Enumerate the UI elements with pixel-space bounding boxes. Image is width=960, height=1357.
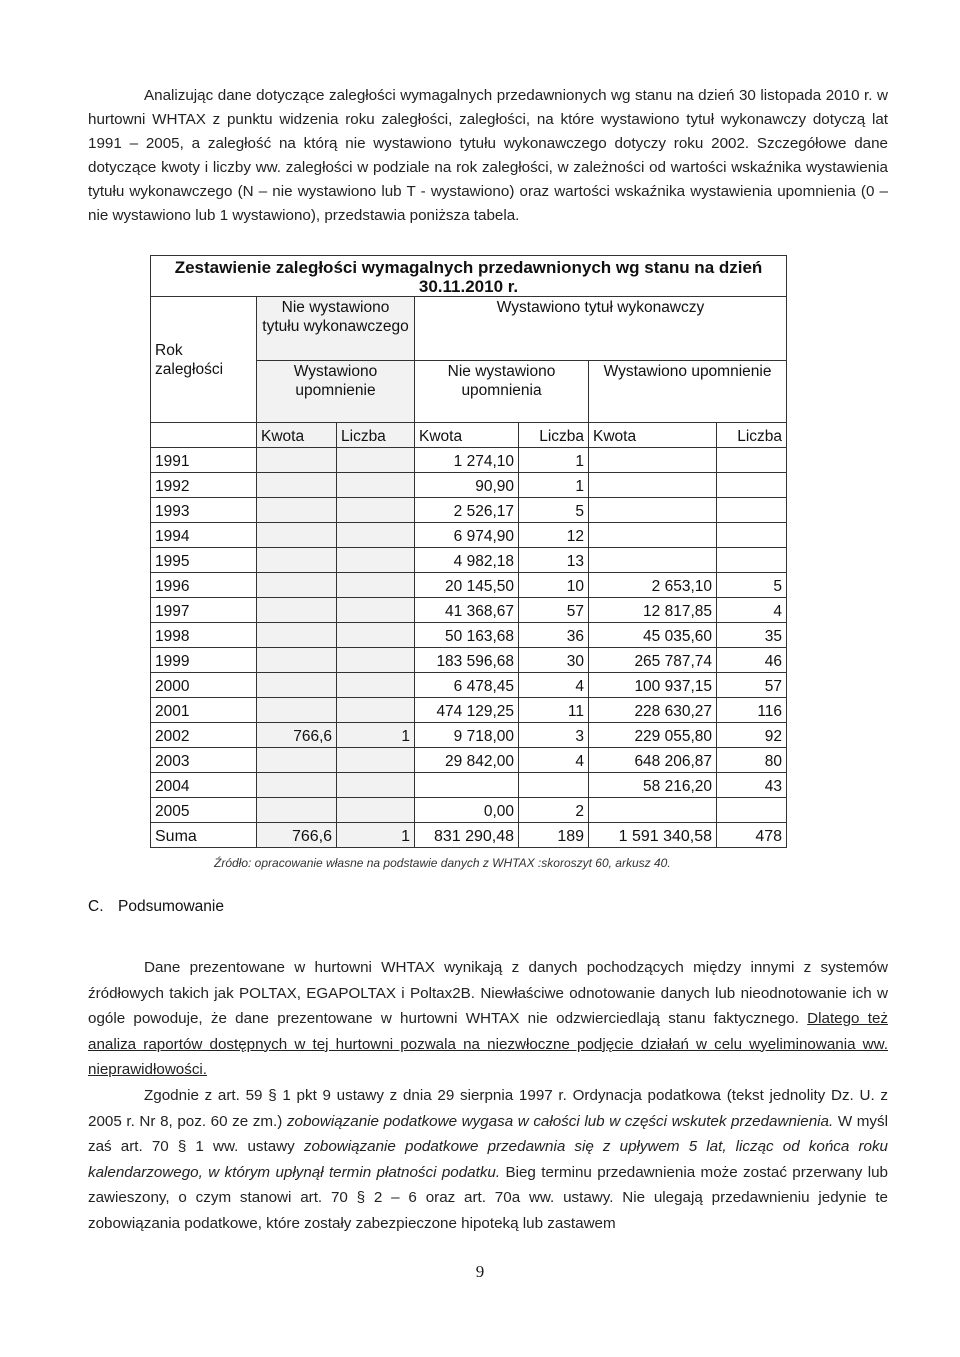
row-n-kwota xyxy=(257,673,337,698)
row-t0-kwota xyxy=(415,773,519,798)
row-n-liczba xyxy=(337,523,415,548)
row-n-liczba xyxy=(337,598,415,623)
row-year: 2005 xyxy=(151,798,257,823)
row-n-liczba: 1 xyxy=(337,723,415,748)
row-t1-kwota: 648 206,87 xyxy=(589,748,717,773)
table-row xyxy=(151,473,787,498)
sum-t0-liczba: 189 xyxy=(519,823,589,848)
row-n-liczba xyxy=(337,473,415,498)
row-year: 2000 xyxy=(151,673,257,698)
table-source-note: Źródło: opracowanie własne na podstawie danych z WHTAX :skoroszyt 60, arkusz 40. xyxy=(214,856,671,870)
row-t0-liczba: 36 xyxy=(519,623,589,648)
col-rok-header: Rok zaległości xyxy=(151,297,257,423)
sum-row xyxy=(151,823,787,848)
row-t1-liczba: 46 xyxy=(717,648,787,673)
table-row xyxy=(151,623,787,648)
row-n-kwota xyxy=(257,648,337,673)
kwota-header: Kwota xyxy=(589,423,717,448)
row-t0-kwota: 6 478,45 xyxy=(415,673,519,698)
row-t1-liczba xyxy=(717,448,787,473)
row-t1-liczba: 43 xyxy=(717,773,787,798)
table-row xyxy=(151,498,787,523)
row-n-liczba xyxy=(337,573,415,598)
row-t0-liczba: 12 xyxy=(519,523,589,548)
row-t0-kwota: 0,00 xyxy=(415,798,519,823)
row-year: 1996 xyxy=(151,573,257,598)
table-body xyxy=(151,448,787,823)
row-year: 1992 xyxy=(151,473,257,498)
legal-text-a: Zgodnie z art. 59 § 1 pkt 9 ustawy z dnia 29 sierpnia 1997 r. Ordynacja podatkowa (tekst jednolity Dz. U. z 2005 r. Nr 8, poz. 60 ze zm.) xyxy=(88,1087,888,1130)
table-row xyxy=(151,798,787,823)
section-title: Podsumowanie xyxy=(118,898,224,915)
row-n-kwota xyxy=(257,448,337,473)
row-t0-liczba: 2 xyxy=(519,798,589,823)
row-t1-liczba: 80 xyxy=(717,748,787,773)
sum-t1-liczba: 478 xyxy=(717,823,787,848)
row-t0-liczba: 11 xyxy=(519,698,589,723)
row-t1-kwota xyxy=(589,498,717,523)
row-year: 2002 xyxy=(151,723,257,748)
row-t1-kwota: 100 937,15 xyxy=(589,673,717,698)
table-row xyxy=(151,773,787,798)
row-t1-liczba xyxy=(717,473,787,498)
row-t0-kwota: 6 974,90 xyxy=(415,523,519,548)
table-row xyxy=(151,673,787,698)
row-t1-kwota: 228 630,27 xyxy=(589,698,717,723)
sum-t1-kwota: 1 591 340,58 xyxy=(589,823,717,848)
page-number: 9 xyxy=(475,1262,485,1281)
row-t0-liczba: 10 xyxy=(519,573,589,598)
row-year: 1999 xyxy=(151,648,257,673)
summary-text: Dane prezentowane w hurtowni WHTAX wynikają z danych pochodzących między innymi z systemów źródłowych takich jak POLTAX, EGAPOLTAX i Poltax2B. Niewłaściwe odnotowanie danych lub nieodnotowanie ich w ogóle powoduje, że dane prezentowane w hurtowni WHTAX nie odzwierciedlają stanu faktycznego. xyxy=(88,959,888,1027)
row-year: 2001 xyxy=(151,698,257,723)
row-n-kwota xyxy=(257,798,337,823)
table-row xyxy=(151,723,787,748)
table-row xyxy=(151,523,787,548)
row-t1-liczba xyxy=(717,523,787,548)
sum-n-kwota: 766,6 xyxy=(257,823,337,848)
intro-paragraph: Analizując dane dotyczące zaległości wymagalnych przedawnionych wg stanu na dzień 30 listopada 2010 r. w hurtowni WHTAX z punktu widzenia roku zaległości, zaległości, na które wystawiono tytuł wykonawczy dotyczą lat 1991 – 2005, a zaległość na którą nie wystawiono tytułu wykonawczego dotyczy roku 2002. Szczegółowe dane dotyczące kwoty i liczby ww. zaległości w podziale na rok zaległości, w zależności od wartości wskaźnika wystawienia tytułu wykonawczego (N – nie wystawiono lub T - wystawiono) oraz wartości wskaźnika wystawienia upomnienia (0 – nie wystawiono lub 1 wystawiono), przedstawia poniższa tabela. xyxy=(88,87,888,224)
row-year: 1997 xyxy=(151,598,257,623)
row-year: 2004 xyxy=(151,773,257,798)
row-t1-kwota xyxy=(589,798,717,823)
table-row xyxy=(151,548,787,573)
debt-table-wrapper xyxy=(150,255,786,848)
row-n-kwota xyxy=(257,573,337,598)
t-nie-upom-header: Nie wystawiono upomnienia xyxy=(415,361,589,423)
row-n-kwota xyxy=(257,698,337,723)
row-n-liczba xyxy=(337,698,415,723)
row-year: 1993 xyxy=(151,498,257,523)
row-t0-kwota: 2 526,17 xyxy=(415,498,519,523)
row-t0-kwota: 183 596,68 xyxy=(415,648,519,673)
row-t0-liczba: 30 xyxy=(519,648,589,673)
row-t0-liczba: 4 xyxy=(519,673,589,698)
row-t1-liczba xyxy=(717,798,787,823)
row-n-kwota xyxy=(257,623,337,648)
legal-quote-a: zobowiązanie podatkowe wygasa w całości lub w części wskutek przedawnienia. xyxy=(286,1112,834,1130)
liczba-header: Liczba xyxy=(519,423,589,448)
row-t0-liczba: 13 xyxy=(519,548,589,573)
table-row xyxy=(151,598,787,623)
table-row xyxy=(151,573,787,598)
row-n-liczba xyxy=(337,498,415,523)
table-row xyxy=(151,698,787,723)
row-year: 1998 xyxy=(151,623,257,648)
empty-header-cell xyxy=(151,423,257,448)
row-t0-kwota: 50 163,68 xyxy=(415,623,519,648)
liczba-header: Liczba xyxy=(717,423,787,448)
row-t0-kwota: 41 368,67 xyxy=(415,598,519,623)
row-n-liczba xyxy=(337,548,415,573)
row-t0-kwota: 474 129,25 xyxy=(415,698,519,723)
row-t1-kwota: 12 817,85 xyxy=(589,598,717,623)
row-t0-kwota: 4 982,18 xyxy=(415,548,519,573)
row-n-liczba xyxy=(337,798,415,823)
row-n-liczba xyxy=(337,748,415,773)
row-year: 1995 xyxy=(151,548,257,573)
table-row xyxy=(151,648,787,673)
row-t1-liczba: 116 xyxy=(717,698,787,723)
row-t1-kwota: 265 787,74 xyxy=(589,648,717,673)
row-t0-liczba: 3 xyxy=(519,723,589,748)
row-t0-liczba: 57 xyxy=(519,598,589,623)
row-t1-liczba xyxy=(717,548,787,573)
legal-text-c: Bieg terminu przedawnienia może zostać przerwany lub zawieszony, o czym stanowi art. 70 § 2 – 6 oraz art. 70a ww. ustawy. Nie ulegają przedawnieniu jedynie te zobowiązania podatkowe, które zostały zabezpieczone hipoteką lub zastawem xyxy=(88,1163,888,1232)
legal-paragraph xyxy=(88,1083,888,1236)
row-t1-liczba: 57 xyxy=(717,673,787,698)
row-t1-liczba: 92 xyxy=(717,723,787,748)
row-t1-liczba: 4 xyxy=(717,598,787,623)
row-t1-kwota: 2 653,10 xyxy=(589,573,717,598)
section-letter: C. xyxy=(88,898,104,915)
group-t-header: Wystawiono tytuł wykonawczy xyxy=(415,297,787,361)
row-t1-kwota: 58 216,20 xyxy=(589,773,717,798)
kwota-header: Kwota xyxy=(415,423,519,448)
row-t1-kwota xyxy=(589,548,717,573)
row-t0-liczba xyxy=(519,773,589,798)
row-t0-liczba: 5 xyxy=(519,498,589,523)
row-t0-kwota: 20 145,50 xyxy=(415,573,519,598)
liczba-header: Liczba xyxy=(337,423,415,448)
row-t1-liczba: 5 xyxy=(717,573,787,598)
debt-table xyxy=(150,255,787,848)
sum-n-liczba: 1 xyxy=(337,823,415,848)
table-title: Zestawienie zaległości wymagalnych przedawnionych wg stanu na dzień 30.11.2010 r. xyxy=(150,255,787,296)
row-n-kwota xyxy=(257,598,337,623)
row-year: 2003 xyxy=(151,748,257,773)
summary-underlined-text: Dlatego też analiza raportów dostępnych w tej hurtowni pozwala na niezwłoczne podjęcie działań w celu wyeliminowania ww. nieprawidłowości. xyxy=(88,1010,889,1078)
sum-t0-kwota: 831 290,48 xyxy=(415,823,519,848)
row-t1-kwota xyxy=(589,473,717,498)
row-t0-liczba: 4 xyxy=(519,748,589,773)
legal-text-b: W myśl zaś art. 70 § 1 ww. ustawy xyxy=(88,1112,888,1155)
row-n-liczba xyxy=(337,623,415,648)
row-t1-kwota: 229 055,80 xyxy=(589,723,717,748)
row-t0-liczba: 1 xyxy=(519,473,589,498)
row-t1-liczba: 35 xyxy=(717,623,787,648)
row-t1-kwota xyxy=(589,523,717,548)
legal-quote-b: zobowiązanie podatkowe przedawnia się z upływem 5 lat, licząc od końca roku kalendarzowego, w którym upłynął termin płatności podatku. xyxy=(88,1138,888,1181)
row-year: 1991 xyxy=(151,448,257,473)
row-n-liczba xyxy=(337,773,415,798)
kwota-header: Kwota xyxy=(257,423,337,448)
row-n-kwota xyxy=(257,473,337,498)
sum-label: Suma xyxy=(151,823,257,848)
row-t0-kwota: 9 718,00 xyxy=(415,723,519,748)
row-t1-kwota xyxy=(589,448,717,473)
section-heading xyxy=(88,898,224,916)
row-t0-kwota: 1 274,10 xyxy=(415,448,519,473)
row-n-kwota xyxy=(257,548,337,573)
row-n-kwota xyxy=(257,773,337,798)
table-row xyxy=(151,748,787,773)
row-t0-kwota: 90,90 xyxy=(415,473,519,498)
row-n-kwota xyxy=(257,748,337,773)
row-n-liczba xyxy=(337,648,415,673)
row-n-liczba xyxy=(337,448,415,473)
row-t0-liczba: 1 xyxy=(519,448,589,473)
summary-paragraph xyxy=(88,955,888,1083)
t-upom-header: Wystawiono upomnienie xyxy=(589,361,787,423)
row-t1-liczba xyxy=(717,498,787,523)
row-n-kwota xyxy=(257,523,337,548)
n-upom-header: Wystawiono upomnienie xyxy=(257,361,415,423)
row-n-kwota xyxy=(257,498,337,523)
row-year: 1994 xyxy=(151,523,257,548)
row-n-liczba xyxy=(337,673,415,698)
group-n-header: Nie wystawiono tytułu wykonawczego xyxy=(257,297,415,361)
row-t1-kwota: 45 035,60 xyxy=(589,623,717,648)
row-t0-kwota: 29 842,00 xyxy=(415,748,519,773)
row-n-kwota: 766,6 xyxy=(257,723,337,748)
table-row xyxy=(151,448,787,473)
